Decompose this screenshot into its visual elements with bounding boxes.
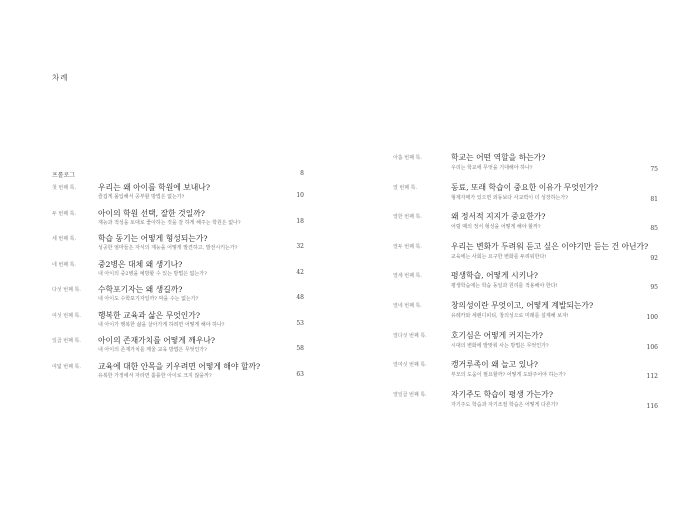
entry-number: 세 번째 톡. [52, 236, 77, 242]
toc-entry[interactable] [52, 310, 304, 336]
entry-page: 58 [296, 345, 304, 352]
entry-title: 동료, 또래 학습이 중요한 이유가 무엇인가? [451, 182, 599, 192]
entry-number: 두 번째 톡. [52, 210, 77, 217]
toc-entry[interactable] [393, 300, 658, 330]
entry-title: 수학포기자는 왜 생길까? [98, 285, 183, 294]
entry-subtitle: 내 아이가 행복한 삶을 살아가게 하려면 어떻게 해야 하나? [98, 321, 225, 328]
page-title: 차례 [52, 73, 69, 82]
entry-page: 63 [296, 370, 304, 378]
entry-title: 아이의 학원 선택, 잘한 것일까? [98, 208, 205, 218]
entry-page: 48 [296, 294, 304, 301]
entry-subtitle: 자기주도 학습과 자기조절 학습은 어떻게 다른가? [451, 401, 559, 408]
entry-page: 106 [646, 343, 658, 351]
entry-number: 아홉 번째 톡. [393, 155, 422, 161]
entry-subtitle: 내 아이의 중2병을 예방할 수 있는 방법은 없는가? [98, 270, 207, 277]
toc-entry[interactable] [52, 361, 304, 387]
entry-page: 95 [650, 284, 658, 292]
toc-entry[interactable] [393, 330, 658, 360]
entry-page: 32 [296, 243, 304, 250]
entry-subtitle: 형제자매가 있으면 외동보다 사교력이 더 성장하는가? [451, 194, 568, 201]
entry-subtitle: 내 아이의 존재가치를 깨울 교육 방법은 무엇인가? [98, 347, 207, 353]
entry-page: 92 [650, 254, 658, 262]
toc-entry[interactable] [52, 233, 304, 259]
entry-title: 아이의 존재가치를 어떻게 깨우나? [98, 336, 216, 345]
entry-number: 여덟 번째 톡. [52, 363, 81, 370]
entry-title: 자기주도 학습이 평생 가는가? [451, 389, 553, 399]
entry-number: 열일곱 번째 톡. [393, 391, 427, 398]
entry-number: 열두 번째 톡. [393, 243, 422, 250]
entry-page: 75 [650, 166, 658, 173]
entry-page: 10 [296, 192, 304, 199]
toc-entry[interactable] [393, 241, 658, 271]
entry-number: 일곱 번째 톡. [52, 338, 81, 344]
entry-number: 열한 번째 톡. [393, 214, 422, 221]
toc-left-column [52, 168, 304, 386]
entry-title: 학교는 어떤 역할을 하는가? [451, 153, 546, 162]
entry-subtitle: 교육에는 사회는 요구한 변화를 두려워한다! [451, 253, 547, 260]
entry-subtitle: 성공한 엄마들은 자식의 재능을 어떻게 발견하고, 발전시키는가? [98, 245, 238, 251]
toc-entry[interactable] [393, 152, 658, 182]
entry-title: 중2병은 대체 왜 생기나? [98, 259, 183, 269]
entry-page: 42 [296, 268, 304, 276]
entry-subtitle: 재능과 적성을 토대로 좋아하는 것을 잘 하게 해주는 학원은 없나? [98, 219, 241, 226]
entry-subtitle: 우리는 학교에 무엇을 기대해야 하나? [451, 165, 533, 171]
entry-page: 18 [296, 217, 304, 225]
entry-page: 112 [646, 373, 658, 381]
entry-page: 85 [650, 225, 658, 233]
entry-title: 창의성이란 무엇이고, 어떻게 계발되는가? [451, 300, 594, 310]
entry-number: 여섯 번째 톡. [52, 312, 81, 319]
entry-title: 교육에 대한 안목을 키우려면 어떻게 해야 할까? [98, 361, 261, 371]
entry-page: 81 [650, 195, 658, 203]
toc-entry[interactable] [52, 259, 304, 285]
entry-number: 열여섯 번째 톡. [393, 362, 427, 369]
toc-entry[interactable] [393, 182, 658, 212]
entry-subtitle: 부모의 도움이 필요할까? 어떻게 도와주어야 하는가? [451, 372, 566, 379]
entry-subtitle: 어릴 때의 정서 형성을 어떻게 해야 할까? [451, 224, 541, 231]
entry-title: 학습 동기는 어떻게 형성되는가? [98, 234, 208, 243]
entry-page: 116 [646, 402, 658, 410]
entry-title: 왜 정서적 지지가 중요한가? [451, 212, 546, 222]
toc-entry[interactable] [52, 284, 304, 310]
entry-title: 우리는 왜 아이를 학원에 보내나? [98, 183, 211, 192]
entry-subtitle: 평생학습에는 학습 동일과 원리를 적용해야 한다! [451, 283, 558, 290]
toc-entry[interactable] [52, 208, 304, 234]
entry-title: 평생학습, 어떻게 시키나? [451, 271, 538, 281]
entry-number: 열네 번째 톡. [393, 302, 422, 309]
entry-title: 캥거루족이 왜 늘고 있나? [451, 360, 538, 370]
entry-subtitle: 즐겁게 몰입해서 공부할 방법은 없는가? [98, 194, 185, 200]
entry-number: 네 번째 톡. [52, 261, 77, 268]
toc-entry[interactable] [393, 270, 658, 300]
entry-number: 열 번째 톡. [393, 184, 418, 191]
entry-subtitle: 유복한 가정에서 자라면 훌륭한 아이로 크지 않을까? [98, 372, 212, 379]
entry-number: 첫 번째 톡. [52, 185, 77, 191]
toc-prologue[interactable] [52, 168, 304, 182]
entry-title: 행복한 교육과 삶은 무엇인가? [98, 310, 200, 320]
toc-entry[interactable] [52, 335, 304, 361]
prologue-page: 8 [300, 170, 304, 177]
toc-entry[interactable] [393, 211, 658, 241]
entry-subtitle: 내 아이도 수학포기자일까? 막을 수는 없는가? [98, 296, 199, 302]
entry-subtitle: 시대의 변화에 발맞춰 사는 방법은 무엇인가? [451, 342, 549, 349]
toc-entry[interactable] [393, 359, 658, 389]
toc-right-column [393, 152, 658, 418]
toc-entry[interactable] [393, 389, 658, 419]
entry-page: 53 [296, 319, 304, 327]
entry-title: 호기심은 어떻게 커지는가? [451, 330, 543, 340]
entry-number: 열다섯 번째 톡. [393, 332, 427, 339]
entry-subtitle: 유레카와 세렌디피티, 창의성으로 미래를 설계해 보자! [451, 312, 569, 319]
prologue-title: 프롤로그 [52, 172, 76, 179]
entry-page: 100 [646, 313, 658, 321]
toc-entry[interactable] [52, 182, 304, 208]
entry-number: 다섯 번째 톡. [52, 287, 81, 293]
entry-title: 우리는 변화가 두려워 듣고 싶은 이야기만 듣는 건 아닌가? [451, 241, 649, 251]
entry-number: 열세 번째 톡. [393, 273, 422, 280]
